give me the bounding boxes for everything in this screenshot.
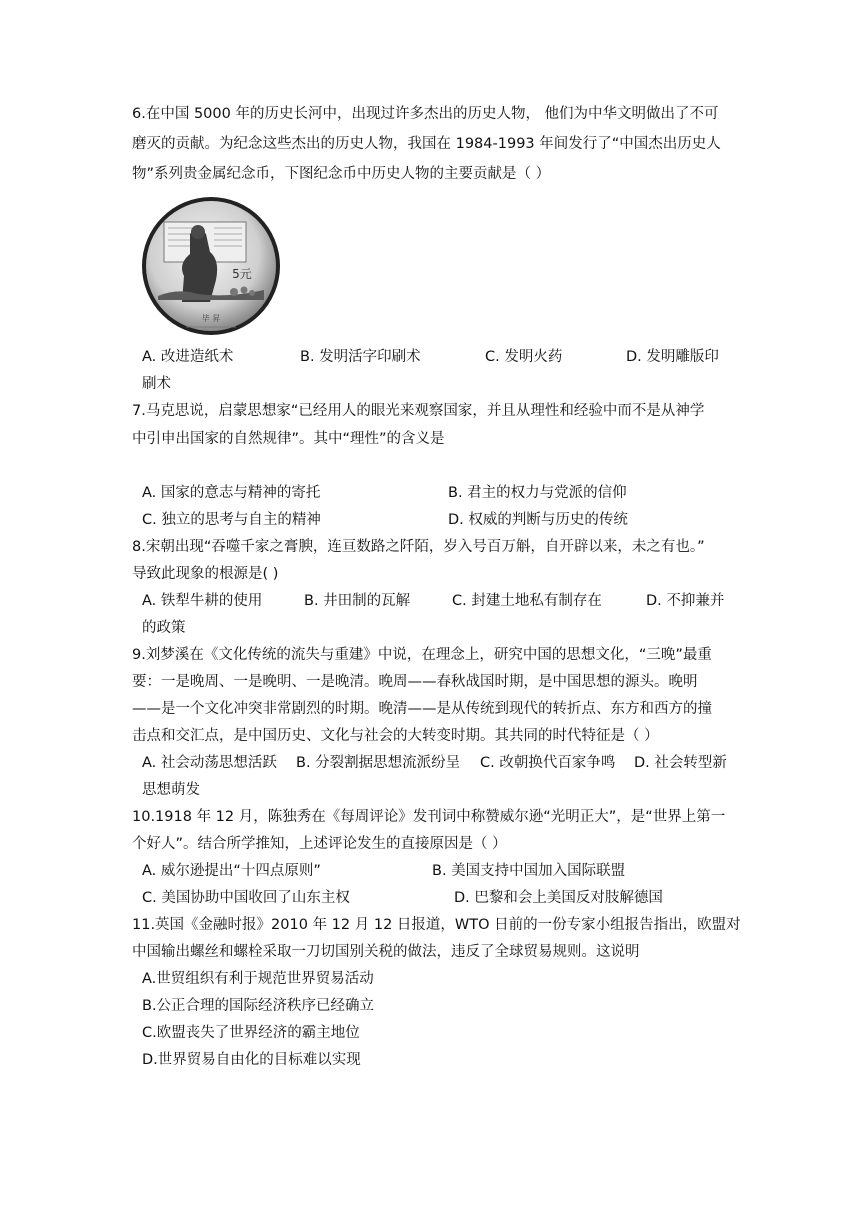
q10-stem-line-1: 10.1918 年 12 月，陈独秀在《每周评论》发刊词中称赞威尔逊“光明正大”，是“世界上第一 [132,809,726,825]
q6-option-d-wrap: 刷术 [142,376,171,392]
q7-stem-line-1: 7.马克思说，启蒙思想家“已经用人的眼光来观察国家，并且从理性和经验中而不是从神学 [132,403,705,419]
q8-stem-line-1: 8.宋朝出现“吞噬千家之膏腴，连亘数路之阡陌，岁入号百万斛，自开辟以来，未之有也。” [132,539,705,555]
q10-option-c: C. 美国协助中国收回了山东主权 [142,890,350,906]
q9-option-a: A. 社会动荡思想活跃 [142,755,277,771]
q10-stem-line-2: 个好人”。结合所学推知，上述评论发生的直接原因是（ ） [132,836,507,852]
q7-option-a: A. 国家的意志与精神的寄托 [142,485,321,501]
q10-option-b: B. 美国支持中国加入国际联盟 [432,863,626,879]
q8-option-b: B. 井田制的瓦解 [304,593,411,609]
q6-stem-line-3: 物”系列贵金属纪念币，下图纪念币中历史人物的主要贡献是（ ） [132,166,551,182]
q9-option-d: D. 社会转型新 [634,755,727,771]
q11-option-b: B.公正合理的国际经济秩序已经确立 [142,998,375,1014]
q11-option-d: D.世界贸易自由化的目标难以实现 [142,1052,361,1068]
q10-option-d: D. 巴黎和会上美国反对肢解德国 [454,890,663,906]
q11-stem-line-2: 中国输出螺丝和螺栓采取一刀切国别关税的做法，违反了全球贸易规则。这说明 [132,944,640,960]
coin-denomination: 5元 [232,267,252,281]
q8-option-c: C. 封建土地私有制存在 [452,593,602,609]
q7-option-c: C. 独立的思考与自主的精神 [142,512,321,528]
q6-stem-line-2: 磨灭的贡献。为纪念这些杰出的历史人物，我国在 1984-1993 年间发行了“中国杰出历史人 [132,136,721,152]
q10-option-a: A. 威尔逊提出“十四点原则” [142,863,321,879]
q7-option-d: D. 权威的判断与历史的传统 [448,512,628,528]
q6-option-d: D. 发明雕版印 [626,349,719,365]
q11-stem-line-1: 11.英国《金融时报》2010 年 12 月 12 日报道，WTO 日前的一份专家小组报告指出，欧盟对 [132,917,741,933]
q7-option-b: B. 君主的权力与党派的信仰 [448,485,627,501]
q11-option-a: A.世贸组织有利于规范世界贸易活动 [142,971,374,987]
q7-stem-line-2: 中引申出国家的自然规律”。其中“理性”的含义是 [132,431,445,447]
q8-option-d-wrap: 的政策 [142,620,186,636]
q9-option-d-wrap: 思想萌发 [142,782,200,798]
q9-stem-line-3: ——是一个文化冲突非常剧烈的时期。晚清——是从传统到现代的转折点、东方和西方的撞 [132,701,712,717]
coin-name: 毕 昇 [201,314,221,323]
q8-stem-line-2: 导致此现象的根源是( ) [132,566,279,582]
q9-stem-line-1: 9.刘梦溪在《文化传统的流失与重建》中说，在理念上，研究中国的思想文化，“三晚”最重 [132,647,712,663]
q9-stem-line-4: 击点和交汇点，是中国历史、文化与社会的大转变时期。其共同的时代特征是（ ） [132,728,659,744]
q11-option-c: C.欧盟丧失了世界经济的霸主地位 [142,1025,360,1041]
q6-option-b: B. 发明活字印刷术 [300,349,421,365]
q9-option-c: C. 改朝换代百家争鸣 [480,755,616,771]
q6-option-c: C. 发明火药 [485,349,563,365]
q8-option-a: A. 铁犁牛耕的使用 [142,593,263,609]
q6-stem-line-1: 6.在中国 5000 年的历史长河中，出现过许多杰出的历史人物， 他们为中华文明做出了不可 [132,106,719,122]
coin-illustration [138,196,284,336]
q6-option-a: A. 改进造纸术 [142,349,234,365]
q9-option-b: B. 分裂割据思想流派纷呈 [296,755,461,771]
q8-option-d: D. 不抑兼并 [646,593,725,609]
q9-stem-line-2: 要：一是晚周、一是晚明、一是晚清。晚周——春秋战国时期，是中国思想的源头。晚明 [132,674,698,690]
commemorative-coin-image [138,196,284,336]
